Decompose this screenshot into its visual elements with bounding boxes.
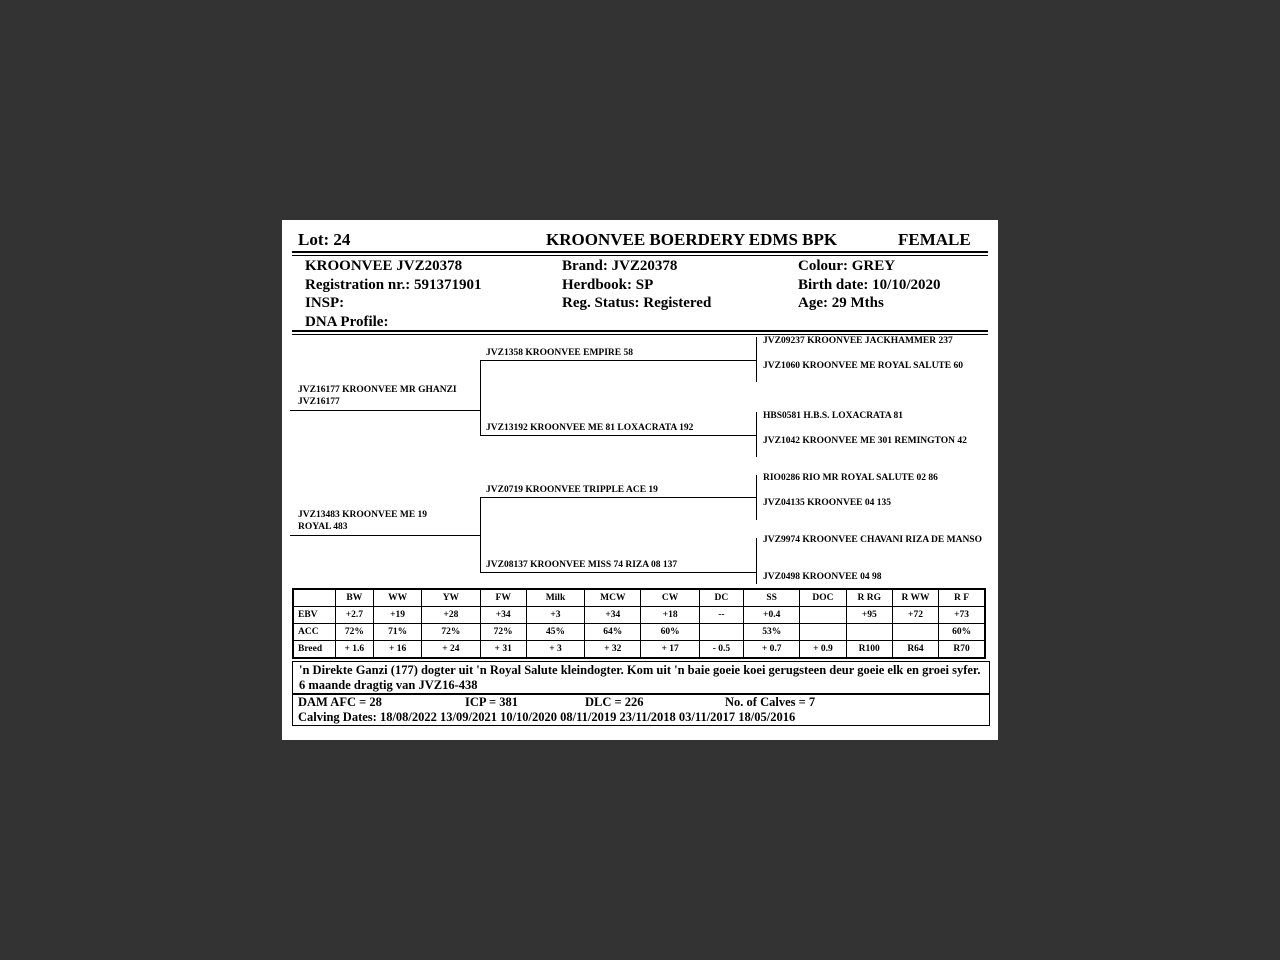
age-field: Age: 29 Mths [798, 295, 884, 311]
ggp-bracket-2 [756, 412, 757, 457]
table-cell: +28 [422, 607, 480, 624]
table-cell: + 0.7 [744, 641, 800, 659]
table-cell: + 0.9 [800, 641, 846, 659]
column-header: DOC [800, 589, 846, 607]
table-cell: +34 [585, 607, 641, 624]
pedigree-ggp: JVZ1042 KROONVEE ME 301 REMINGTON 42 [763, 436, 967, 446]
pedigree-ggp: RIO0286 RIO MR ROYAL SALUTE 02 86 [763, 473, 938, 483]
birth-date-field: Birth date: 10/10/2020 [798, 276, 941, 293]
table-cell: +73 [939, 607, 985, 624]
table-row [293, 624, 985, 641]
column-header [293, 589, 335, 607]
table-cell: + 32 [585, 641, 641, 659]
animal-name: KROONVEE JVZ20378 [305, 258, 463, 274]
animal-info-col2 [562, 257, 711, 313]
pedigree-dam-sire: JVZ0719 KROONVEE TRIPPLE ACE 19 [486, 485, 658, 495]
column-header: CW [641, 589, 699, 607]
table-cell: 71% [373, 624, 421, 641]
pedigree-ggp: JVZ1060 KROONVEE ME ROYAL SALUTE 60 [763, 361, 963, 371]
animal-info-col1 [305, 257, 482, 331]
column-header: Milk [526, 589, 584, 607]
row-label: ACC [293, 624, 335, 641]
row-label: Breed [293, 641, 335, 659]
table-cell [800, 624, 846, 641]
column-header: R WW [892, 589, 938, 607]
column-header: WW [373, 589, 421, 607]
column-header: MCW [585, 589, 641, 607]
pedigree-dam: JVZ13483 KROONVEE ME 19 ROYAL 483 [298, 510, 428, 532]
info-rule-thin [292, 334, 988, 335]
dam-stats-box [292, 693, 990, 726]
dam-sire-line [480, 497, 756, 498]
sire-line [290, 410, 480, 411]
lot-number: 24 [333, 230, 351, 249]
table-cell: + 31 [480, 641, 526, 659]
column-header: R F [939, 589, 985, 607]
dna-profile-field: DNA Profile: [305, 313, 389, 330]
table-cell: +95 [846, 607, 892, 624]
ggp-bracket-1 [756, 337, 757, 382]
calving-dates: Calving Dates: 18/08/2022 13/09/2021 10/10/2020 08/11/2019 23/11/2018 03/11/2017 18/05/2016 [298, 710, 796, 724]
calves-count: No. of Calves = 7 [725, 695, 816, 709]
table-cell: +34 [480, 607, 526, 624]
dam-bracket [480, 497, 481, 572]
table-row [293, 607, 985, 624]
header-rule-thin [292, 255, 988, 256]
lot-label: Lot: 24 [298, 230, 351, 249]
column-header: BW [335, 589, 373, 607]
dam-afc: DAM AFC = 28 [298, 695, 382, 709]
pedigree-ggp: HBS0581 H.B.S. LOXACRATA 81 [763, 411, 904, 421]
table-cell: 64% [585, 624, 641, 641]
sire-sire-line [480, 360, 756, 361]
pedigree-dam-dam: JVZ08137 KROONVEE MISS 74 RIZA 08 137 [486, 560, 678, 570]
table-cell [699, 624, 743, 641]
comment-text: 'n Direkte Ganzi (177) dogter uit 'n Royal Salute kleindogter. Kom uit 'n baie goeie koei gerugsteen deur goeie elk en groei syfer. 6 maande dragtig van JVZ16-438 [299, 663, 981, 692]
ggp-bracket-4 [756, 538, 757, 584]
column-header: SS [744, 589, 800, 607]
row-label: EBV [293, 607, 335, 624]
table-cell: 60% [641, 624, 699, 641]
ebv-table [292, 588, 986, 659]
registration-number: Registration nr.: 591371901 [305, 276, 482, 293]
table-cell: 72% [480, 624, 526, 641]
table-cell: +3 [526, 607, 584, 624]
dlc-value: DLC = 226 [585, 695, 644, 709]
table-cell: +18 [641, 607, 699, 624]
sire-bracket [480, 360, 481, 435]
insp-field: INSP: [305, 295, 345, 311]
animal-info-col3 [798, 257, 941, 313]
breeder-name: KROONVEE BOERDERY EDMS BPK [546, 230, 838, 249]
table-cell: + 17 [641, 641, 699, 659]
table-cell: R64 [892, 641, 938, 659]
ebv-header-row [293, 589, 985, 607]
table-cell [846, 624, 892, 641]
table-cell: R70 [939, 641, 985, 659]
column-header: DC [699, 589, 743, 607]
table-cell: + 16 [373, 641, 421, 659]
table-cell: - 0.5 [699, 641, 743, 659]
reg-status-field: Reg. Status: Registered [562, 295, 712, 311]
table-cell: R100 [846, 641, 892, 659]
dam-line [290, 535, 480, 536]
sire-dam-line [480, 435, 756, 436]
table-cell: 72% [422, 624, 480, 641]
pedigree-ggp: JVZ09237 KROONVEE JACKHAMMER 237 [763, 336, 953, 346]
table-cell: 53% [744, 624, 800, 641]
table-cell: 45% [526, 624, 584, 641]
comment-box [292, 661, 990, 695]
colour-field: Colour: GREY [798, 258, 896, 274]
column-header: R RG [846, 589, 892, 607]
pedigree-sire-dam: JVZ13192 KROONVEE ME 81 LOXACRATA 192 [486, 423, 694, 433]
table-cell: -- [699, 607, 743, 624]
pedigree-ggp: JVZ04135 KROONVEE 04 135 [763, 498, 891, 508]
ggp-bracket-3 [756, 475, 757, 520]
table-cell: +72 [892, 607, 938, 624]
lot-card [282, 220, 998, 740]
table-row [293, 641, 985, 659]
table-cell: +19 [373, 607, 421, 624]
table-cell: 60% [939, 624, 985, 641]
table-cell: +0.4 [744, 607, 800, 624]
icp-value: ICP = 381 [465, 695, 518, 709]
pedigree-ggp: JVZ9974 KROONVEE CHAVANI RIZA DE MANSO [763, 535, 982, 545]
info-rule [292, 330, 988, 332]
brand-field: Brand: JVZ20378 [562, 258, 678, 274]
header-rule [292, 251, 988, 253]
sex-label: FEMALE [898, 230, 971, 249]
table-cell: +2.7 [335, 607, 373, 624]
column-header: FW [480, 589, 526, 607]
table-cell [892, 624, 938, 641]
pedigree-sire-sire: JVZ1358 KROONVEE EMPIRE 58 [486, 348, 633, 358]
table-cell [800, 607, 846, 624]
table-cell: + 1.6 [335, 641, 373, 659]
pedigree-ggp: JVZ0498 KROONVEE 04 98 [763, 572, 882, 582]
table-cell: + 24 [422, 641, 480, 659]
herdbook-field: Herdbook: SP [562, 276, 654, 293]
pedigree-sire: JVZ16177 KROONVEE MR GHANZI JVZ16177 [298, 385, 457, 407]
table-cell: 72% [335, 624, 373, 641]
table-cell: + 3 [526, 641, 584, 659]
dam-dam-line [480, 572, 756, 573]
column-header: YW [422, 589, 480, 607]
